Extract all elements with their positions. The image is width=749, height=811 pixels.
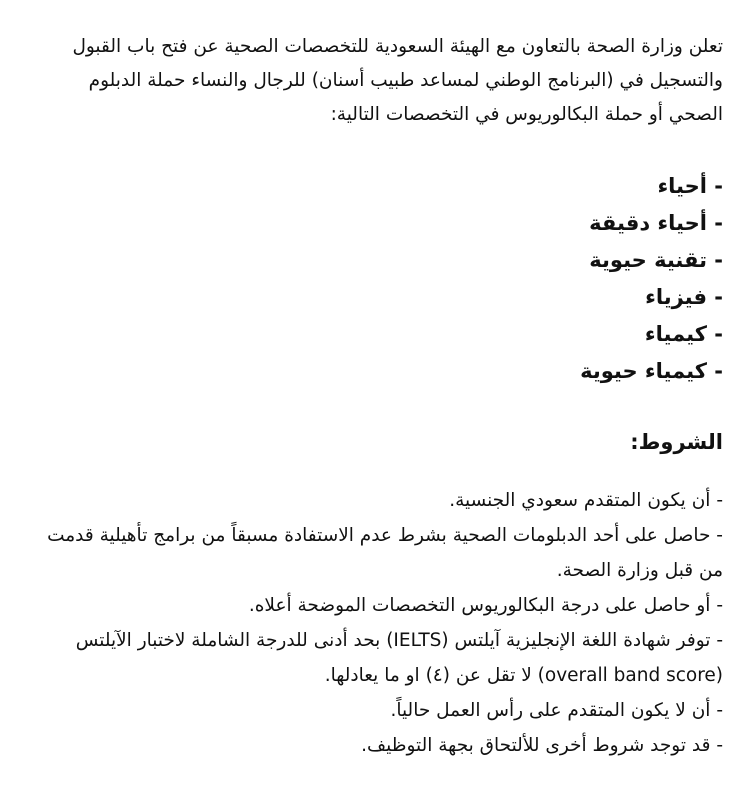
majors-list xyxy=(30,168,723,390)
major-item: - تقنية حيوية xyxy=(589,248,723,272)
condition-item: - توفر شهادة اللغة الإنجليزية آيلتس (IELTS) بحد أدنى للدرجة الشاملة لاختبار الآيلتس (overall band score) لا تقل عن (٤) او ما يعادلها. xyxy=(75,630,723,686)
major-item: - كيمياء xyxy=(644,322,723,346)
condition-item: - أن يكون المتقدم سعودي الجنسية. xyxy=(449,490,723,511)
conditions-list xyxy=(30,483,723,763)
conditions-heading: الشروط: xyxy=(630,430,723,454)
condition-item: - قد توجد شروط أخرى للألتحاق بجهة التوظيف. xyxy=(361,735,723,756)
major-item: - أحياء دقيقة xyxy=(589,211,723,235)
announcement-document xyxy=(30,30,723,811)
condition-item: - حاصل على أحد الدبلومات الصحية بشرط عدم الاستفادة مسبقاً من برامج تأهيلية قدمت من قبل وزارة الصحة. xyxy=(47,525,723,581)
major-item: - فيزياء xyxy=(645,285,723,309)
condition-item: - أن لا يكون المتقدم على رأس العمل حالياً. xyxy=(390,700,723,721)
condition-item: - أو حاصل على درجة البكالوريوس التخصصات الموضحة أعلاه. xyxy=(248,595,723,616)
intro-paragraph: تعلن وزارة الصحة بالتعاون مع الهيئة السعودية للتخصصات الصحية عن فتح باب القبول والتسجيل في (البرنامج الوطني لمساعد طبيب أسنان) للرجال والنساء حملة الدبلوم الصحي أو حملة البكالوريوس في التخصصات التالية: xyxy=(72,36,723,125)
major-item: - أحياء xyxy=(657,174,723,198)
major-item: - كيمياء حيوية xyxy=(580,359,723,383)
